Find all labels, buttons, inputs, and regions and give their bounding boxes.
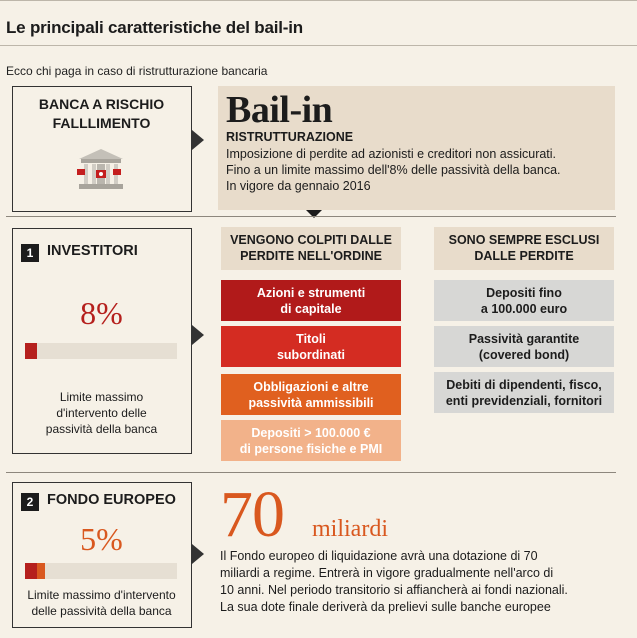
fund-amount-unit: miliardi — [312, 516, 388, 542]
investors-bar-fill — [25, 343, 37, 359]
fund-amount: 70 — [220, 478, 284, 551]
bank-box — [12, 86, 192, 212]
fund-pointer — [192, 544, 204, 564]
bailin-title: Bail-in — [226, 89, 333, 131]
fund-description: Il Fondo europeo di liquidazione avrà una dotazione di 70 miliardi a regime. Entrerà in vigore gradualmente nell'arco di 10 anni. Nel periodo transitorio si affiancherà ai fondi nazionali. La sua dote finale deriverà da prelievi sulle banche europee — [220, 549, 568, 614]
hit-item-bonds: Obbligazioni e altre passività ammissibili — [221, 374, 401, 415]
excluded-item-debts: Debiti di dipendenti, fisco, enti previdenziali, fornitori — [434, 372, 614, 413]
fund-bar — [25, 563, 177, 579]
hit-item-subordinated: Titoli subordinati — [221, 326, 401, 367]
hit-item-shares: Azioni e strumenti di capitale — [221, 280, 401, 321]
section-number-badge: 2 — [21, 493, 39, 511]
fund-box — [12, 482, 192, 628]
divider — [6, 216, 616, 217]
page-title: Le principali caratteristiche del bail-in — [6, 18, 303, 37]
investors-caption: Limite massimo d'intervento delle passività della banca — [45, 390, 158, 436]
bank-label: BANCA A RISCHIO FALLLIMENTO — [38, 96, 165, 131]
investors-percent: 8% — [80, 295, 123, 331]
fund-caption: Limite massimo d'intervento delle passività della banca — [27, 588, 176, 618]
investors-bar — [25, 343, 177, 359]
fund-bar-base — [25, 563, 37, 579]
fund-percent: 5% — [80, 521, 123, 557]
investors-box — [12, 228, 192, 454]
fund-bar-fill — [37, 563, 45, 579]
hit-item-deposits: Depositi > 100.000 € di persone fisiche e PMI — [221, 420, 401, 461]
hit-column-header: VENGONO COLPITI DALLE PERDITE NELL'ORDINE — [221, 227, 401, 270]
bailin-subtitle: RISTRUTTURAZIONE — [226, 130, 354, 144]
bank-building-icon — [77, 147, 125, 191]
excluded-column-header: SONO SEMPRE ESCLUSI DALLE PERDITE — [434, 227, 614, 270]
excluded-item-covered-bond: Passività garantite (covered bond) — [434, 326, 614, 367]
excluded-item-deposits: Depositi fino a 100.000 euro — [434, 280, 614, 321]
investors-pointer — [192, 325, 204, 345]
bailin-panel — [218, 86, 615, 210]
investors-label: INVESTITORI — [47, 243, 138, 259]
divider — [6, 472, 616, 473]
page-subtitle: Ecco chi paga in caso di ristrutturazione bancaria — [6, 64, 268, 78]
bank-pointer — [192, 130, 204, 150]
fund-label: FONDO EUROPEO — [47, 492, 176, 508]
bailin-description: Imposizione di perdite ad azionisti e creditori non assicurati. Fino a un limite massimo dell'8% delle passività della banca. In vigore da gennaio 2016 — [226, 147, 561, 193]
section-number-badge: 1 — [21, 244, 39, 262]
